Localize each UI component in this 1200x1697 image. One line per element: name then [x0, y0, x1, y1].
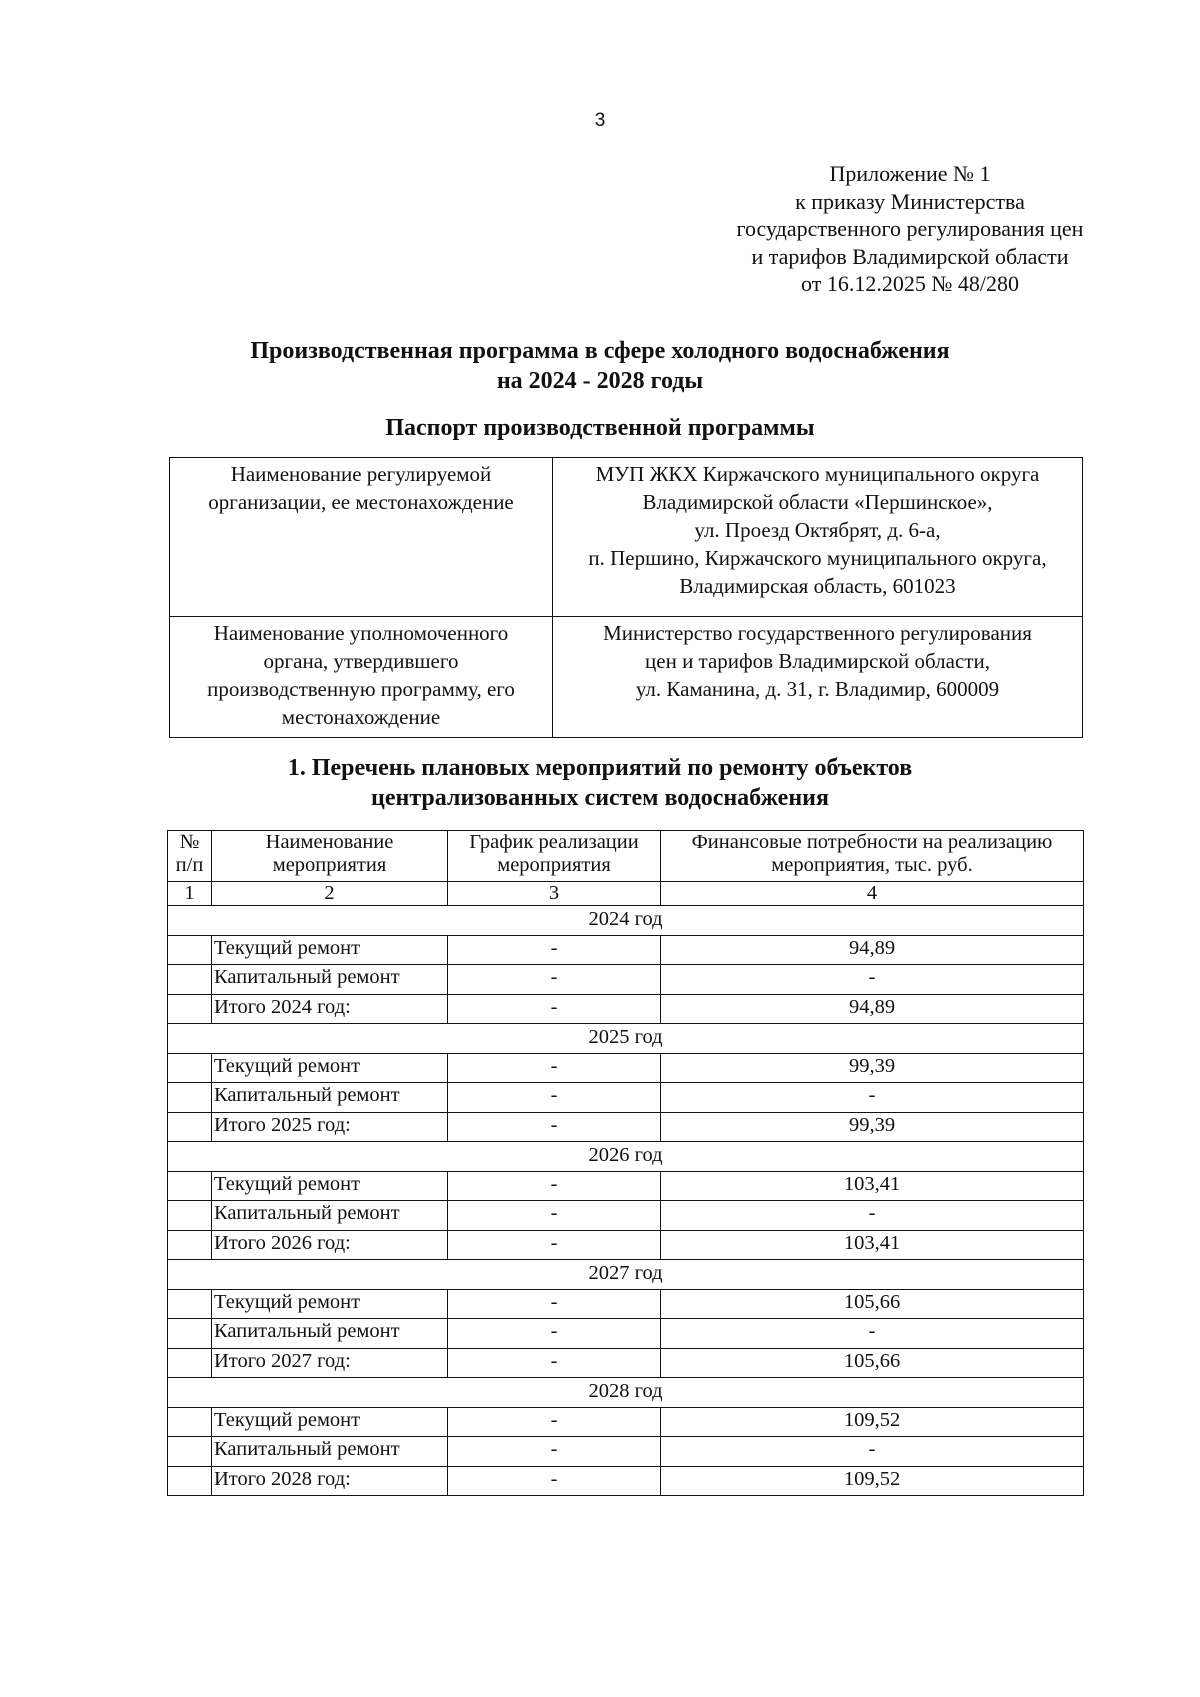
table-row: [168, 994, 1084, 1024]
row-number: [168, 1201, 212, 1231]
row-number: [168, 1083, 212, 1113]
row-name: Текущий ремонт: [212, 1053, 448, 1083]
row-schedule: -: [448, 1289, 661, 1319]
row-finance: 109,52: [661, 1466, 1084, 1496]
row-number: [168, 1230, 212, 1260]
page-number: 3: [594, 110, 606, 131]
row-schedule: -: [448, 1083, 661, 1113]
table-row: [168, 965, 1084, 995]
appendix-reference: [700, 160, 1120, 298]
passport-label-line: Наименование уполномоченного: [213, 621, 509, 645]
table-row: [168, 1437, 1084, 1467]
row-finance: -: [661, 965, 1084, 995]
row-name: Итого 2027 год:: [212, 1348, 448, 1378]
year-row: [168, 1260, 1084, 1290]
table-row: [168, 1201, 1084, 1231]
column-number-row: [168, 882, 1084, 906]
passport-value-cell: [553, 617, 1083, 738]
row-number: [168, 994, 212, 1024]
table-row: [168, 1466, 1084, 1496]
row-schedule: -: [448, 935, 661, 965]
row-number: [168, 1348, 212, 1378]
header-line: п/п: [175, 854, 204, 876]
year-row: [168, 1024, 1084, 1054]
row-name: Текущий ремонт: [212, 1289, 448, 1319]
column-number: 2: [212, 882, 448, 906]
row-name: Капитальный ремонт: [212, 1083, 448, 1113]
program-title-line: Производственная программа в сфере холодного водоснабжения: [250, 338, 950, 364]
passport-value-line: Владимирской области «Першинское»,: [642, 490, 993, 514]
year-label: 2026 год: [168, 1142, 1084, 1172]
row-finance: 99,39: [661, 1112, 1084, 1142]
row-finance: 99,39: [661, 1053, 1084, 1083]
passport-label-line: органа, утвердившего: [263, 649, 459, 673]
year-label: 2024 год: [168, 906, 1084, 936]
table-header-row: [168, 831, 1084, 882]
header-num: [168, 831, 212, 882]
row-number: [168, 1437, 212, 1467]
row-number: [168, 1053, 212, 1083]
row-name: Итого 2026 год:: [212, 1230, 448, 1260]
table-row: [168, 1171, 1084, 1201]
row-schedule: -: [448, 1201, 661, 1231]
section-title-line: централизованных систем водоснабжения: [371, 785, 829, 811]
row-finance: 105,66: [661, 1289, 1084, 1319]
row-number: [168, 1289, 212, 1319]
table-row: [168, 1053, 1084, 1083]
header-line: Финансовые потребности на реализацию: [691, 831, 1053, 853]
row-number: [168, 1407, 212, 1437]
year-row: [168, 906, 1084, 936]
column-number: 1: [168, 882, 212, 906]
row-name: Итого 2025 год:: [212, 1112, 448, 1142]
passport-label-line: Наименование регулируемой: [230, 462, 492, 486]
row-finance: -: [661, 1083, 1084, 1113]
appendix-line: Приложение № 1: [829, 161, 991, 186]
row-name: Текущий ремонт: [212, 1171, 448, 1201]
table-row: [168, 1407, 1084, 1437]
header-name: [212, 831, 448, 882]
row-name: Капитальный ремонт: [212, 1319, 448, 1349]
year-row: [168, 1378, 1084, 1408]
passport-value-line: цен и тарифов Владимирской области,: [645, 649, 990, 673]
header-line: мероприятия: [497, 854, 611, 876]
section-title: [0, 753, 1200, 813]
row-name: Текущий ремонт: [212, 935, 448, 965]
row-finance: -: [661, 1437, 1084, 1467]
row-number: [168, 1319, 212, 1349]
row-schedule: -: [448, 1407, 661, 1437]
program-title: [0, 336, 1200, 396]
passport-value-line: Министерство государственного регулирования: [603, 621, 1032, 645]
row-schedule: -: [448, 1466, 661, 1496]
row-finance: -: [661, 1201, 1084, 1231]
row-finance: 94,89: [661, 935, 1084, 965]
row-finance: 103,41: [661, 1171, 1084, 1201]
passport-value-line: ул. Проезд Октябрят, д. 6-а,: [694, 518, 941, 542]
section-title-line: 1. Перечень плановых мероприятий по ремонту объектов: [287, 755, 913, 781]
header-line: График реализации: [469, 831, 639, 853]
table-row: [168, 1230, 1084, 1260]
row-name: Капитальный ремонт: [212, 1201, 448, 1231]
row-finance: 94,89: [661, 994, 1084, 1024]
row-finance: 109,52: [661, 1407, 1084, 1437]
row-schedule: -: [448, 1112, 661, 1142]
header-finance: [661, 831, 1084, 882]
column-number: 4: [661, 882, 1084, 906]
row-schedule: -: [448, 1348, 661, 1378]
row-number: [168, 1171, 212, 1201]
row-name: Текущий ремонт: [212, 1407, 448, 1437]
passport-row-authority: [170, 617, 1083, 738]
row-name: Итого 2028 год:: [212, 1466, 448, 1496]
header-line: мероприятия, тыс. руб.: [771, 854, 973, 876]
passport-value-line: МУП ЖКХ Киржачского муниципального округа: [595, 462, 1040, 486]
table-row: [168, 1319, 1084, 1349]
passport-value-line: п. Першино, Киржачского муниципального округа,: [588, 546, 1047, 570]
program-title-line: на 2024 - 2028 годы: [496, 368, 704, 394]
column-number: 3: [448, 882, 661, 906]
table-row: [168, 1112, 1084, 1142]
row-schedule: -: [448, 1437, 661, 1467]
passport-label-cell: [170, 617, 553, 738]
row-number: [168, 965, 212, 995]
row-number: [168, 1112, 212, 1142]
passport-label-line: организации, ее местонахождение: [208, 490, 514, 514]
passport-value-cell: [553, 458, 1083, 617]
table-row: [168, 935, 1084, 965]
passport-label-cell: [170, 458, 553, 617]
row-number: [168, 1466, 212, 1496]
table-row: [168, 1083, 1084, 1113]
header-line: №: [179, 831, 200, 853]
year-label: 2025 год: [168, 1024, 1084, 1054]
row-name: Капитальный ремонт: [212, 965, 448, 995]
row-finance: 105,66: [661, 1348, 1084, 1378]
row-schedule: -: [448, 1171, 661, 1201]
passport-value-line: Владимирская область, 601023: [679, 574, 956, 598]
row-schedule: -: [448, 1319, 661, 1349]
row-schedule: -: [448, 994, 661, 1024]
header-schedule: [448, 831, 661, 882]
passport-row-organization: [170, 458, 1083, 617]
row-schedule: -: [448, 1053, 661, 1083]
header-line: мероприятия: [272, 854, 387, 876]
table-row: [168, 1289, 1084, 1319]
passport-label-line: производственную программу, его: [207, 677, 515, 701]
passport-table: [169, 457, 1083, 738]
table-row: [168, 1348, 1084, 1378]
row-number: [168, 935, 212, 965]
row-schedule: -: [448, 1230, 661, 1260]
year-row: [168, 1142, 1084, 1172]
appendix-line: и тарифов Владимирской области: [751, 243, 1069, 269]
appendix-line: от 16.12.2025 № 48/280: [801, 271, 1019, 296]
row-name: Итого 2024 год:: [212, 994, 448, 1024]
year-label: 2028 год: [168, 1378, 1084, 1408]
row-name: Капитальный ремонт: [212, 1437, 448, 1467]
repair-plan-table: [167, 830, 1084, 1496]
passport-value-line: ул. Каманина, д. 31, г. Владимир, 600009: [635, 677, 1000, 701]
passport-label-line: местонахождение: [281, 705, 441, 729]
row-finance: -: [661, 1319, 1084, 1349]
passport-title: Паспорт производственной программы: [385, 415, 815, 441]
header-line: Наименование: [265, 831, 394, 853]
year-label: 2027 год: [168, 1260, 1084, 1290]
appendix-line: государственного регулирования цен: [736, 216, 1084, 241]
row-finance: 103,41: [661, 1230, 1084, 1260]
appendix-line: к приказу Министерства: [795, 188, 1025, 214]
row-schedule: -: [448, 965, 661, 995]
